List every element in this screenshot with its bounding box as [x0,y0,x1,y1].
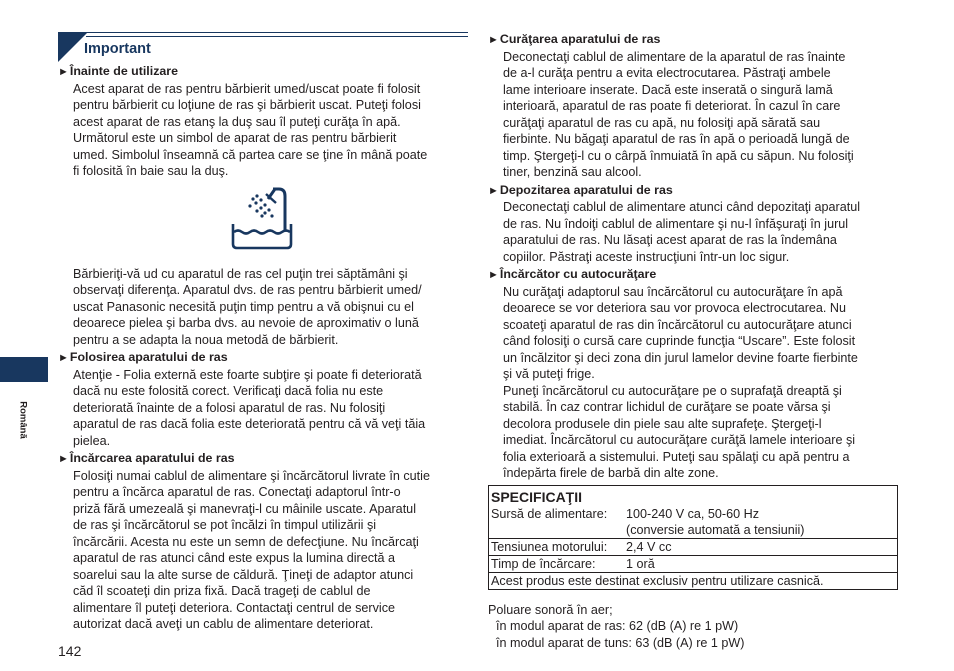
section-title-self-cleaning-charger: ►Încărcător cu autocurăţare [488,267,657,281]
arrow-icon: ► [488,184,499,197]
specifications-box [488,485,898,590]
important-title: Important [84,41,151,57]
shower-bath-icon [228,186,298,252]
spec-row-supply: Sursă de alimentare: 100-240 V ca, 50-60 Hz [491,506,760,521]
paragraph-self-cleaning-charger: Nu curăţaţi adaptorul sau încărcătorul cu autocurăţare în apă deoarece se vor deteriora sau vor provoca electrocutarea. Nu scoateţi aparatul de ras din încărcătorul cu autocurăţare atunci când folosiţi o cursă care cuprinde funcţia “Uscare”. Este folosit un încălzitor şi deci zona din jurul lamelor devine foarte fierbinte şi vă puteţi frige. Puneţi încărcătorul cu autocurăţare pe o suprafaţă dreaptă şi stabilă. În caz contrar lichidul de curăţare se poate vărsa şi decolora produsele din piele sau alte suprafeţe. Ştergeţi-l imediat. Încărcătorul cu autocurăţare curăţă lamele interioare şi folia exterioară a sistemului. Puteţi sau spălaţi cu apă pentru a îndepărta firele de barbă din alte zone. [503,284,858,480]
paragraph-wet-shave-advice: Bărbieriţi-vă ud cu aparatul de ras cel puţin trei săptămâni şi observaţi diferenţa. Aparatul dvs. de ras pentru bărbierit umed/ uscat Panasonic necesită puţin timp pentru a vă obişnui cu el deoarece pielea şi barba dvs. au nevoie de aproximativ o lună pentru a se adapta la noua metodă de bărbierit. [73,266,422,347]
specifications-title: SPECIFICAŢII [491,488,583,505]
spec-row-note: Acest produs este destinat exclusiv pentru utilizare casnică. [489,572,897,589]
paragraph-before-use: Acest aparat de ras pentru bărbierit umed/uscat poate fi folosit pentru bărbierit cu loţiune de ras şi bărbierit uscat. Puteţi folosi acest aparat de ras etanş la duş sau îl puteţi curăţa în apă. Următorul este un simbol de aparat de ras pentru bărbierit umed. Simbolul înseamnă că partea care se ţine în mână poate fi folosită în baie sau la duş. [73,81,428,178]
noise-shaver-mode: în modul aparat de ras: 62 (dB (A) re 1 pW) [496,619,739,633]
arrow-icon: ► [58,453,69,465]
wet-shaving-symbol [58,180,468,266]
section-title-charging: ►Încărcarea aparatului de ras [58,451,235,465]
important-header [58,32,468,62]
spec-row-charge: Timp de încărcare: 1 oră [489,555,897,572]
section-title-cleaning: ►Curăţarea aparatului de ras [488,32,661,46]
section-title-using-shaver: ►Folosirea aparatului de ras [58,350,228,364]
spec-row-motor: Tensiunea motorului: 2,4 V cc [489,538,897,555]
page-number: 142 [58,643,82,659]
language-tab [0,357,48,382]
left-column [58,32,468,633]
spec-row-supply-note: (conversie automată a tensiunii) [626,522,805,537]
noise-trimmer-mode: în modul aparat de tuns: 63 (dB (A) re 1 pW) [496,635,745,650]
section-title-before-use: ►Înainte de utilizare [58,64,178,78]
noise-info [488,602,898,652]
noise-title: Poluare sonoră în aer; [488,602,613,617]
right-column [488,30,898,651]
paragraph-using-shaver: Atenţie - Folia externă este foarte subţire şi poate fi deteriorată dacă nu este folosită corect. Verificaţi dacă folia nu este deteriorată înainte de a folosi aparatul de ras. Nu folosiţi aparatul de ras dacă folia este deteriorată pentru că vă veţi tăia pielea. [73,367,426,448]
section-title-storage: ►Depozitarea aparatului de ras [488,182,673,197]
paragraph-storage: Deconectaţi cablul de alimentare atunci când depozitaţi aparatul de ras. Nu îndoiţi cablul de alimentare şi nu-l înfăşuraţi în jurul aparatului de ras. Nu lăsaţi acest aparat de ras la îndemâna copiilor. Păstraţi aceste instrucţiuni într-un loc sigur. [503,200,861,264]
arrow-icon: ► [58,352,69,364]
arrow-icon: ► [488,269,499,281]
language-label: Română [17,401,29,439]
specifications-table [489,506,897,589]
paragraph-charging: Folosiţi numai cablul de alimentare şi încărcătorul livrate în cutie pentru a încărca aparatul de ras. Conectaţi adaptorul într-o priză fără umezeală şi manevraţi-l cu mâinile uscate. Aparatul de ras şi încărcătorul se pot încălzi în timpul utilizării şi încărcării. Acesta nu este un semn de defecţiune. Nu încărcaţi aparatul de ras atunci când este expus la lumina directă a soarelui sau la alte surse de căldură. Ţineţi de adaptor atunci căd îl scoateţi din priza fixă. Dacă trageţi de cablul de alimentare îl puteţi deteriora. Contactaţi centrul de service autorizat dacă aveţi un cablu de alimentare deteriorat. [73,468,430,631]
arrow-icon: ► [58,66,69,78]
paragraph-cleaning: Deconectaţi cablul de alimentare de la aparatul de ras înainte de a-l curăţa pentru a evita electrocutarea. Păstraţi ambele lame interioare inserate. Dacă este inserată o singură lamă interioară, aparatul de ras poate fi deteriorat. În cazul în care curăţaţi aparatul de ras cu apă, nu folosiţi apă sărată sau fierbinte. Nu băgaţi aparatul de ras în apă o perioadă lungă de timp. Ştergeţi-l cu o cârpă înmuiată în apă cu săpun. Nu folosiţi tiner, benzină sau alcool. [503,49,854,179]
arrow-icon: ► [488,34,499,46]
